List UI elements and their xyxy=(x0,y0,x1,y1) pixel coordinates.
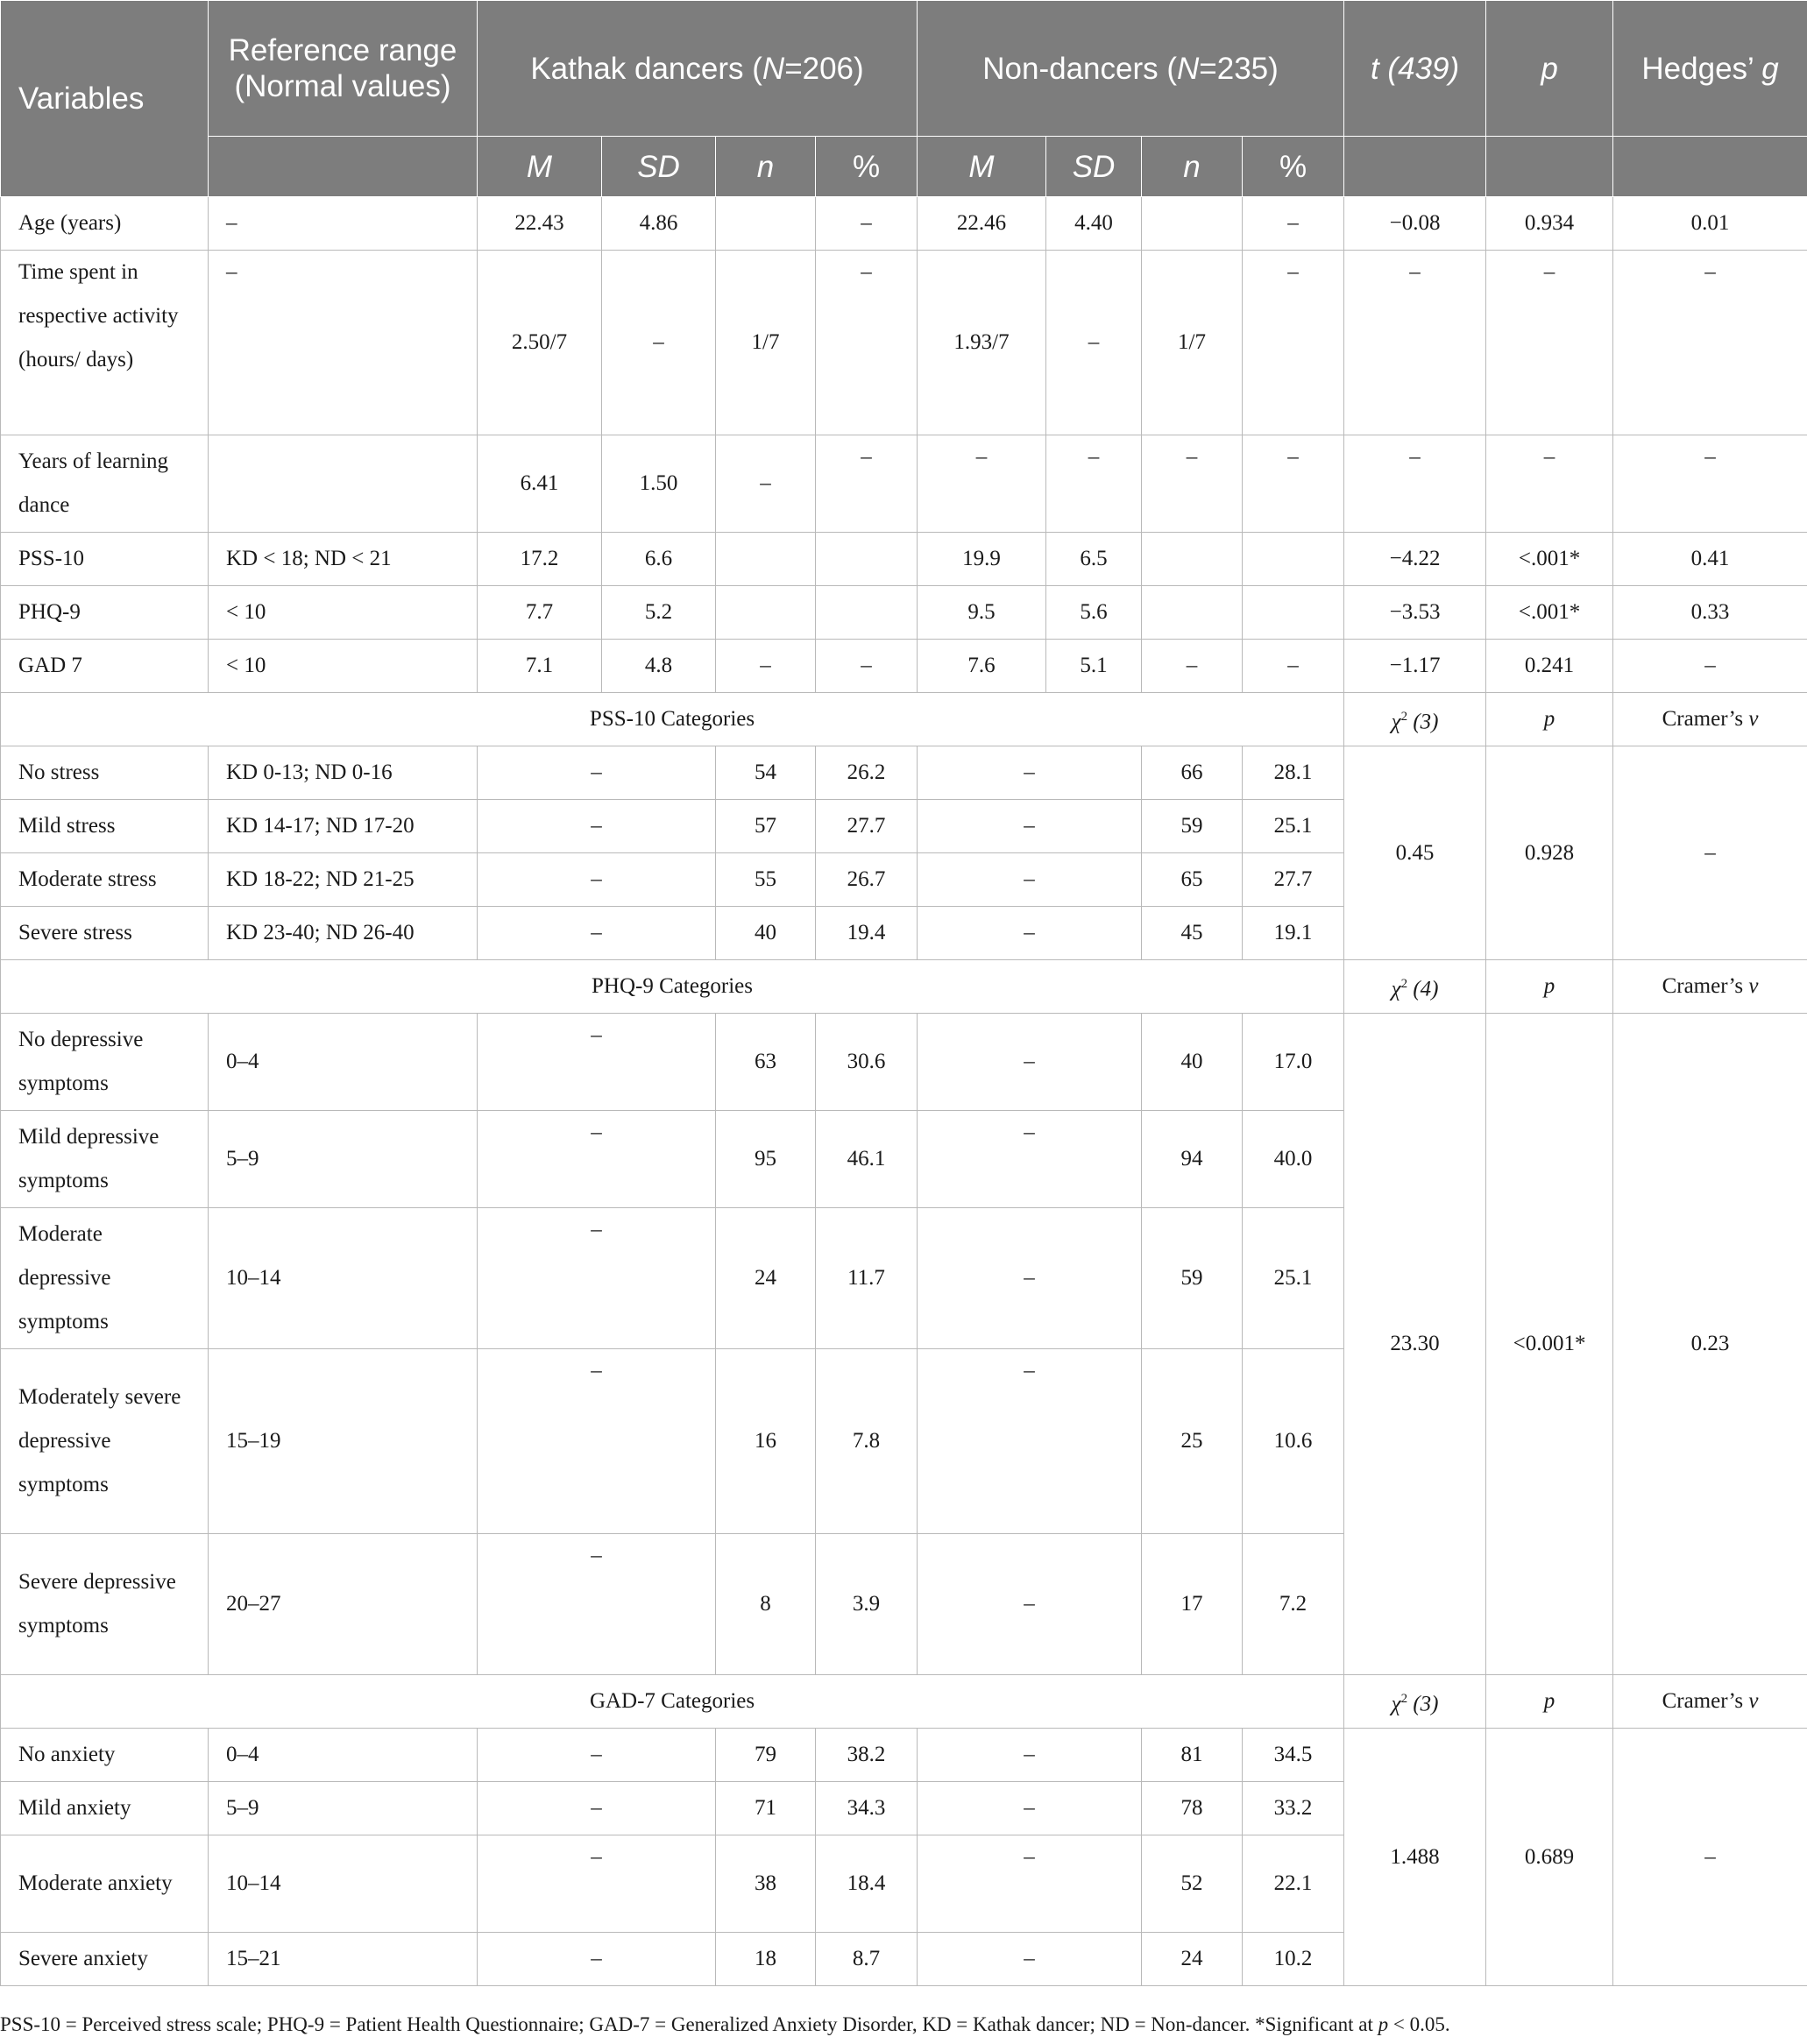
table-cell: No anxiety xyxy=(1,1729,209,1782)
table-cell: – xyxy=(478,1208,716,1349)
chi-square-value: 1.488 xyxy=(1344,1729,1486,1986)
table-cell: Mild stress xyxy=(1,800,209,853)
table-cell: 0.01 xyxy=(1613,197,1807,251)
table-cell: 7.1 xyxy=(478,640,602,693)
table-cell: 7.7 xyxy=(478,586,602,640)
header-hedges-g: Hedges’ g xyxy=(1613,1,1807,137)
p-value: 0.689 xyxy=(1486,1729,1613,1986)
table-cell: – xyxy=(816,640,918,693)
table-cell: 15–21 xyxy=(209,1933,478,1986)
table-cell: – xyxy=(1613,640,1807,693)
table-cell: 6.6 xyxy=(602,533,716,586)
table-cell: 4.8 xyxy=(602,640,716,693)
table-cell: – xyxy=(1142,640,1243,693)
table-cell: – xyxy=(1486,435,1613,533)
table-cell: 55 xyxy=(716,853,816,907)
table-cell xyxy=(1142,197,1243,251)
section-header-phq9 xyxy=(1,960,1807,1014)
table-cell: 38 xyxy=(716,1835,816,1933)
table-cell: – xyxy=(209,251,478,435)
table-cell: Severe depressive symptoms xyxy=(1,1534,209,1675)
table-cell: – xyxy=(918,1782,1142,1835)
table-cell: 46.1 xyxy=(816,1111,918,1208)
header-reference-range: Reference range (Normal values) xyxy=(209,1,478,137)
table-cell: – xyxy=(1613,435,1807,533)
table-cell: PHQ-9 xyxy=(1,586,209,640)
table-cell: Years of learning dance xyxy=(1,435,209,533)
table-cell: KD 23-40; ND 26-40 xyxy=(209,907,478,960)
p-label: p xyxy=(1486,960,1613,1014)
table-cell xyxy=(816,586,918,640)
table-cell: – xyxy=(478,853,716,907)
table-cell xyxy=(1243,533,1344,586)
table-cell: 19.1 xyxy=(1243,907,1344,960)
p-label: p xyxy=(1486,693,1613,746)
table-cell: Mild anxiety xyxy=(1,1782,209,1835)
table-cell: Severe anxiety xyxy=(1,1933,209,1986)
table-cell: – xyxy=(918,1208,1142,1349)
table-cell: Mild depressive symptoms xyxy=(1,1111,209,1208)
table-cell: KD 18-22; ND 21-25 xyxy=(209,853,478,907)
table-cell: 5–9 xyxy=(209,1111,478,1208)
table-cell: – xyxy=(918,746,1142,800)
section-title: GAD-7 Categories xyxy=(1,1675,1344,1729)
table-cell: KD 0-13; ND 0-16 xyxy=(209,746,478,800)
table-cell: 25 xyxy=(1142,1349,1243,1534)
table-cell: 17.0 xyxy=(1243,1014,1344,1111)
table-cell xyxy=(209,435,478,533)
table-cell: 5–9 xyxy=(209,1782,478,1835)
table-cell: 8 xyxy=(716,1534,816,1675)
table-row-age xyxy=(1,197,1807,251)
table-row-gad7 xyxy=(1,640,1807,693)
header-kd-pct: % xyxy=(816,137,918,197)
table-cell: 34.3 xyxy=(816,1782,918,1835)
table-cell: 18 xyxy=(716,1933,816,1986)
table-cell: 71 xyxy=(716,1782,816,1835)
table-cell: – xyxy=(1344,251,1486,435)
table-footnote: PSS-10 = Perceived stress scale; PHQ-9 = Patient Health Questionnaire; GAD-7 = Generalized Anxiety Disorder, KD = Kathak dancer; ND = Non-dancer. *Significant at p < 0.05. xyxy=(0,2013,1450,2035)
section-header-pss10 xyxy=(1,693,1807,746)
table-cell: – xyxy=(918,907,1142,960)
p-value: <0.001* xyxy=(1486,1014,1613,1675)
table-cell: – xyxy=(716,640,816,693)
table-cell: 10.2 xyxy=(1243,1933,1344,1986)
table-cell: 34.5 xyxy=(1243,1729,1344,1782)
table-cell: – xyxy=(478,1835,716,1933)
table-row xyxy=(1,1729,1807,1782)
table-cell: – xyxy=(1046,435,1142,533)
table-cell: 16 xyxy=(716,1349,816,1534)
table-cell: – xyxy=(918,800,1142,853)
section-title: PHQ-9 Categories xyxy=(1,960,1344,1014)
chi-square-value: 0.45 xyxy=(1344,746,1486,960)
table-cell: 17.2 xyxy=(478,533,602,586)
table-cell: 59 xyxy=(1142,1208,1243,1349)
table-cell: PSS-10 xyxy=(1,533,209,586)
table-cell: 65 xyxy=(1142,853,1243,907)
table-cell: – xyxy=(918,1729,1142,1782)
table-cell xyxy=(716,197,816,251)
table-cell: – xyxy=(478,1933,716,1986)
table-cell: −0.08 xyxy=(1344,197,1486,251)
table-row xyxy=(1,1014,1807,1111)
table-cell: 54 xyxy=(716,746,816,800)
table-cell: – xyxy=(1243,435,1344,533)
table-cell: 22.46 xyxy=(918,197,1046,251)
table-cell: −1.17 xyxy=(1344,640,1486,693)
table-cell: 33.2 xyxy=(1243,1782,1344,1835)
table-cell: – xyxy=(478,1534,716,1675)
table-cell: 26.2 xyxy=(816,746,918,800)
header-nd-pct: % xyxy=(1243,137,1344,197)
table-cell: – xyxy=(1613,251,1807,435)
table-cell: – xyxy=(1486,251,1613,435)
table-cell: – xyxy=(816,435,918,533)
table-cell: <.001* xyxy=(1486,586,1613,640)
table-cell: – xyxy=(1243,251,1344,435)
chi-square-value: 23.30 xyxy=(1344,1014,1486,1675)
table-cell: Moderate depressive symptoms xyxy=(1,1208,209,1349)
table-cell: No depressive symptoms xyxy=(1,1014,209,1111)
table-cell: −3.53 xyxy=(1344,586,1486,640)
table-cell: 22.43 xyxy=(478,197,602,251)
table-row xyxy=(1,746,1807,800)
table-cell: 6.41 xyxy=(478,435,602,533)
table-cell: KD 14-17; ND 17-20 xyxy=(209,800,478,853)
table-cell: 30.6 xyxy=(816,1014,918,1111)
table-cell: 40.0 xyxy=(1243,1111,1344,1208)
cramers-v-value: – xyxy=(1613,746,1807,960)
table-cell: – xyxy=(918,1933,1142,1986)
table-cell: 0.33 xyxy=(1613,586,1807,640)
table-cell: 8.7 xyxy=(816,1933,918,1986)
header-row-1 xyxy=(1,1,1807,137)
table-cell: – xyxy=(918,1835,1142,1933)
table-cell: – xyxy=(918,1349,1142,1534)
table-cell xyxy=(716,533,816,586)
cramers-v-label: Cramer’s v xyxy=(1613,693,1807,746)
table-cell: 27.7 xyxy=(1243,853,1344,907)
table-cell: – xyxy=(478,1782,716,1835)
table-cell: – xyxy=(918,853,1142,907)
table-row-years xyxy=(1,435,1807,533)
header-kd-m: M xyxy=(478,137,602,197)
table-cell: – xyxy=(478,1111,716,1208)
table-cell: −4.22 xyxy=(1344,533,1486,586)
table-cell: 24 xyxy=(716,1208,816,1349)
table-cell: – xyxy=(602,251,716,435)
table-cell: 3.9 xyxy=(816,1534,918,1675)
cramers-v-label: Cramer’s v xyxy=(1613,960,1807,1014)
table-cell: 10–14 xyxy=(209,1208,478,1349)
table-cell: 57 xyxy=(716,800,816,853)
table-cell: 4.40 xyxy=(1046,197,1142,251)
header-p: p xyxy=(1486,1,1613,137)
chi-square-label: $\chi^2$ (4) xyxy=(1344,960,1486,1014)
table-cell: Moderately severe depressive symptoms xyxy=(1,1349,209,1534)
table-cell: 20–27 xyxy=(209,1534,478,1675)
table-cell: 4.86 xyxy=(602,197,716,251)
table-cell: – xyxy=(478,1349,716,1534)
table-row-pss10 xyxy=(1,533,1807,586)
table-cell: Severe stress xyxy=(1,907,209,960)
chi-square-label: $\chi^2$ (3) xyxy=(1344,1675,1486,1729)
table-cell: – xyxy=(1142,435,1243,533)
header-nd-sd: SD xyxy=(1046,137,1142,197)
table-cell: – xyxy=(816,251,918,435)
table-cell: GAD 7 xyxy=(1,640,209,693)
table-cell: 52 xyxy=(1142,1835,1243,1933)
table-cell: 17 xyxy=(1142,1534,1243,1675)
table-cell: – xyxy=(918,1534,1142,1675)
section-header-gad7 xyxy=(1,1675,1807,1729)
chi-square-label: $\chi^2$ (3) xyxy=(1344,693,1486,746)
header-nd-m: M xyxy=(918,137,1046,197)
header-sub-empty xyxy=(1613,137,1807,197)
table-cell: 25.1 xyxy=(1243,1208,1344,1349)
header-kathak-dancers: Kathak dancers (N=206) xyxy=(478,1,918,137)
table-cell: – xyxy=(918,1014,1142,1111)
table-cell: 79 xyxy=(716,1729,816,1782)
cramers-v-value: – xyxy=(1613,1729,1807,1986)
table-cell: 95 xyxy=(716,1111,816,1208)
cramers-v-value: 0.23 xyxy=(1613,1014,1807,1675)
table-cell: 11.7 xyxy=(816,1208,918,1349)
p-value: 0.928 xyxy=(1486,746,1613,960)
table-row-phq9 xyxy=(1,586,1807,640)
cramers-v-label: Cramer’s v xyxy=(1613,1675,1807,1729)
table-cell: – xyxy=(918,435,1046,533)
header-sub-empty xyxy=(1344,137,1486,197)
table-cell: <.001* xyxy=(1486,533,1613,586)
table-cell: 1.50 xyxy=(602,435,716,533)
table-cell: 7.6 xyxy=(918,640,1046,693)
table-cell: 5.1 xyxy=(1046,640,1142,693)
table-cell: 10.6 xyxy=(1243,1349,1344,1534)
table-cell: 7.2 xyxy=(1243,1534,1344,1675)
table-cell: – xyxy=(209,197,478,251)
table-cell: 40 xyxy=(1142,1014,1243,1111)
table-cell: 40 xyxy=(716,907,816,960)
table-row-time xyxy=(1,251,1807,435)
table-cell: – xyxy=(716,435,816,533)
table-cell: 25.1 xyxy=(1243,800,1344,853)
header-kd-n: n xyxy=(716,137,816,197)
table-cell: KD < 18; ND < 21 xyxy=(209,533,478,586)
table-cell: – xyxy=(478,1014,716,1111)
table-cell: 59 xyxy=(1142,800,1243,853)
table-cell: Moderate stress xyxy=(1,853,209,907)
table-cell: – xyxy=(918,1111,1142,1208)
table-cell: 27.7 xyxy=(816,800,918,853)
table-cell xyxy=(716,586,816,640)
table-cell: 63 xyxy=(716,1014,816,1111)
table-cell: < 10 xyxy=(209,586,478,640)
table-cell: 2.50/7 xyxy=(478,251,602,435)
p-label: p xyxy=(1486,1675,1613,1729)
header-sub-empty xyxy=(209,137,478,197)
table-cell: 1/7 xyxy=(716,251,816,435)
table-cell: 26.7 xyxy=(816,853,918,907)
table-cell: 0–4 xyxy=(209,1014,478,1111)
table-cell xyxy=(1142,533,1243,586)
table-cell: 24 xyxy=(1142,1933,1243,1986)
table-cell: 28.1 xyxy=(1243,746,1344,800)
table-cell: 94 xyxy=(1142,1111,1243,1208)
table-cell: 0.934 xyxy=(1486,197,1613,251)
table-cell: – xyxy=(816,197,918,251)
table-cell: – xyxy=(478,746,716,800)
table-cell: 1/7 xyxy=(1142,251,1243,435)
table-cell: Age (years) xyxy=(1,197,209,251)
table-cell: – xyxy=(478,800,716,853)
table-cell: 19.4 xyxy=(816,907,918,960)
table-cell: – xyxy=(1344,435,1486,533)
header-variables: Variables xyxy=(1,1,209,197)
table-cell: 6.5 xyxy=(1046,533,1142,586)
table-cell: – xyxy=(1046,251,1142,435)
table-cell: 78 xyxy=(1142,1782,1243,1835)
table-cell: – xyxy=(1243,197,1344,251)
table-cell: 38.2 xyxy=(816,1729,918,1782)
table-cell: 0.241 xyxy=(1486,640,1613,693)
table-cell xyxy=(816,533,918,586)
table-cell: 0–4 xyxy=(209,1729,478,1782)
table-cell: < 10 xyxy=(209,640,478,693)
table-cell: 22.1 xyxy=(1243,1835,1344,1933)
table-cell: 81 xyxy=(1142,1729,1243,1782)
table-cell: Moderate anxiety xyxy=(1,1835,209,1933)
table-cell: 5.2 xyxy=(602,586,716,640)
header-nd-n: n xyxy=(1142,137,1243,197)
table-cell: 18.4 xyxy=(816,1835,918,1933)
header-kd-sd: SD xyxy=(602,137,716,197)
table-cell xyxy=(1243,586,1344,640)
table-cell: 5.6 xyxy=(1046,586,1142,640)
table-cell: 66 xyxy=(1142,746,1243,800)
table-cell: 9.5 xyxy=(918,586,1046,640)
table-cell: – xyxy=(478,1729,716,1782)
table-cell: Time spent in respective activity (hours/ days) xyxy=(1,251,209,435)
table-cell: – xyxy=(478,907,716,960)
table-cell: 10–14 xyxy=(209,1835,478,1933)
header-row-2 xyxy=(1,137,1807,197)
header-t: t (439) xyxy=(1344,1,1486,137)
table-cell: – xyxy=(1243,640,1344,693)
table-cell: No stress xyxy=(1,746,209,800)
table-cell: 0.41 xyxy=(1613,533,1807,586)
table-cell: 19.9 xyxy=(918,533,1046,586)
section-title: PSS-10 Categories xyxy=(1,693,1344,746)
table-cell: 45 xyxy=(1142,907,1243,960)
table-cell: 7.8 xyxy=(816,1349,918,1534)
table-cell: 15–19 xyxy=(209,1349,478,1534)
header-sub-empty xyxy=(1486,137,1613,197)
table-cell xyxy=(1142,586,1243,640)
table-cell: 1.93/7 xyxy=(918,251,1046,435)
header-non-dancers: Non-dancers (N=235) xyxy=(918,1,1344,137)
